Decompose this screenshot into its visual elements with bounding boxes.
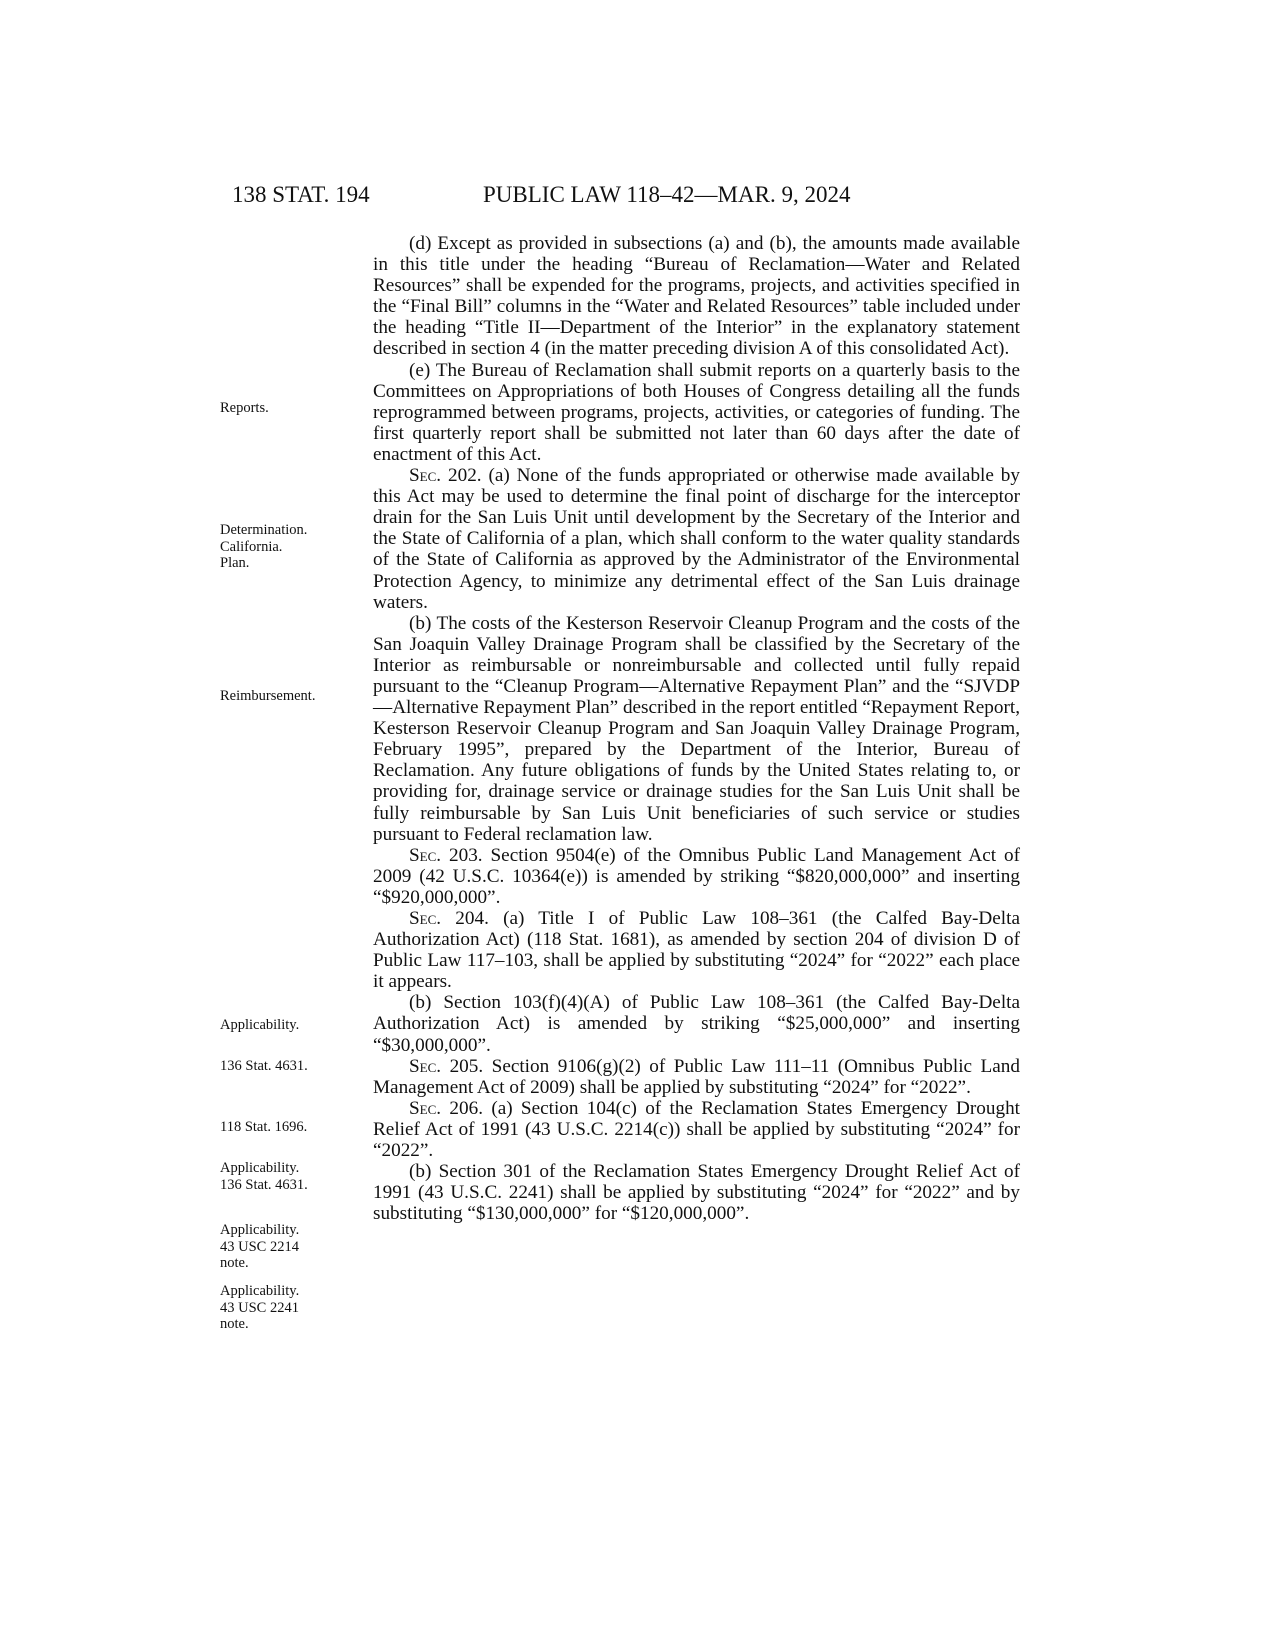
section-203: Sec. 203. Section 9504(e) of the Omnibus Public Land Management Act of 2009 (42 U.S.C. 10364(e)) is amended by striking “$820,000,000” and inserting “$920,000,000”. xyxy=(373,844,1020,908)
section-202-b: (b) The costs of the Kesterson Reservoir Cleanup Program and the costs of the San Joaquin Valley Drainage Program shall be classified by the Secretary of the Interior as reimbursable or nonreimbursable and collected until fully repaid pursuant to the “Cleanup Program—Alternative Repayment Plan” and the “SJVDP—Alternative Repayment Plan” described in the report entitled “Repayment Report, Kesterson Reservoir Cleanup Program and San Joaquin Valley Drainage Program, February 1995”, prepared by the Department of the Interior, Bureau of Reclamation. Any future obligations of funds by the United States relating to, or providing for, drainage service or drainage studies for the San Luis Unit shall be fully reimbursable by San Luis Unit beneficiaries of such service or studies pursuant to Federal reclamation law. xyxy=(373,612,1020,845)
margin-note-reports: Reports. xyxy=(220,400,269,416)
margin-note-reimbursement: Reimbursement. xyxy=(220,688,316,704)
margin-note-applicability-2241: Applicability. 43 USC 2241 note. xyxy=(220,1283,300,1332)
margin-note-determination: Determination. California. Plan. xyxy=(220,522,308,571)
page-header xyxy=(0,182,1275,222)
section-204-a: Sec. 204. (a) Title I of Public Law 108–361 (the Calfed Bay-Delta Authorization Act) (118 Stat. 1681), as amended by section 204 of division D of Public Law 117–103, shall be applied by substituting “2024” for “2022” each place it appears. xyxy=(373,908,1020,993)
margin-note-applicability-2214: Applicability. 43 USC 2214 note. xyxy=(220,1222,300,1271)
section-206-b: (b) Section 301 of the Reclamation States Emergency Drought Relief Act of 1991 (43 U.S.C. 2241) shall be applied by substituting “2024” for “2022” and by substituting “$130,000,000” for “$120,000,000”. xyxy=(373,1161,1020,1225)
sec-label: Sec. xyxy=(409,465,442,487)
body-text xyxy=(373,233,1020,1224)
sec-label: Sec. xyxy=(409,908,442,929)
section-206-a: Sec. 206. (a) Section 104(c) of the Reclamation States Emergency Drought Relief Act of 1991 (43 U.S.C. 2214(c)) shall be applied by substituting “2024” for “2022”. xyxy=(373,1097,1020,1162)
section-205: Sec. 205. Section 9106(g)(2) of Public Law 111–11 (Omnibus Public Land Management Act of 2009) shall be applied by substituting “2024” for “2022”. xyxy=(373,1055,1020,1098)
margin-note-118-stat: 118 Stat. 1696. xyxy=(220,1119,308,1135)
stat-page-number: 138 STAT. 194 xyxy=(232,182,370,207)
margin-note-applicability-204: Applicability. xyxy=(220,1017,300,1033)
margin-note-applicability-205: Applicability. 136 Stat. 4631. xyxy=(220,1160,308,1193)
margin-note-136-stat: 136 Stat. 4631. xyxy=(220,1058,308,1074)
section-204-b: (b) Section 103(f)(4)(A) of Public Law 108–361 (the Calfed Bay-Delta Authorization Act) is amended by striking “$25,000,000” and inserting “$30,000,000”. xyxy=(373,992,1020,1056)
running-title: PUBLIC LAW 118–42—MAR. 9, 2024 xyxy=(483,182,851,207)
paragraph-e: (e) The Bureau of Reclamation shall submit reports on a quarterly basis to the Committees on Appropriations of both Houses of Congress detailing all the funds reprogrammed between programs, projects, activities, or categories of funding. The first quarterly report shall be submitted not later than 60 days after the date of enactment of this Act. xyxy=(373,359,1020,465)
sec-label: Sec. xyxy=(409,1097,442,1119)
paragraph-d: (d) Except as provided in subsections (a) and (b), the amounts made available in this title under the heading “Bureau of Reclamation—Water and Related Resources” shall be expended for the programs, projects, and activities specified in the “Final Bill” columns in the “Water and Related Resources” table included under the heading “Title II—Department of the Interior” in the explanatory statement described in section 4 (in the matter preceding division A of this consolidated Act). xyxy=(373,233,1020,360)
section-202-a: Sec. 202. (a) None of the funds appropriated or otherwise made available by this Act may be used to determine the final point of discharge for the interceptor drain for the San Luis Unit until development by the Secretary of the Interior and the State of California of a plan, which shall conform to the water quality standards of the State of California as approved by the Administrator of the Environmental Protection Agency, to minimize any detrimental effect of the San Luis drainage waters. xyxy=(373,465,1020,613)
sec-label: Sec. xyxy=(409,844,442,866)
sec-label: Sec. xyxy=(409,1055,442,1077)
